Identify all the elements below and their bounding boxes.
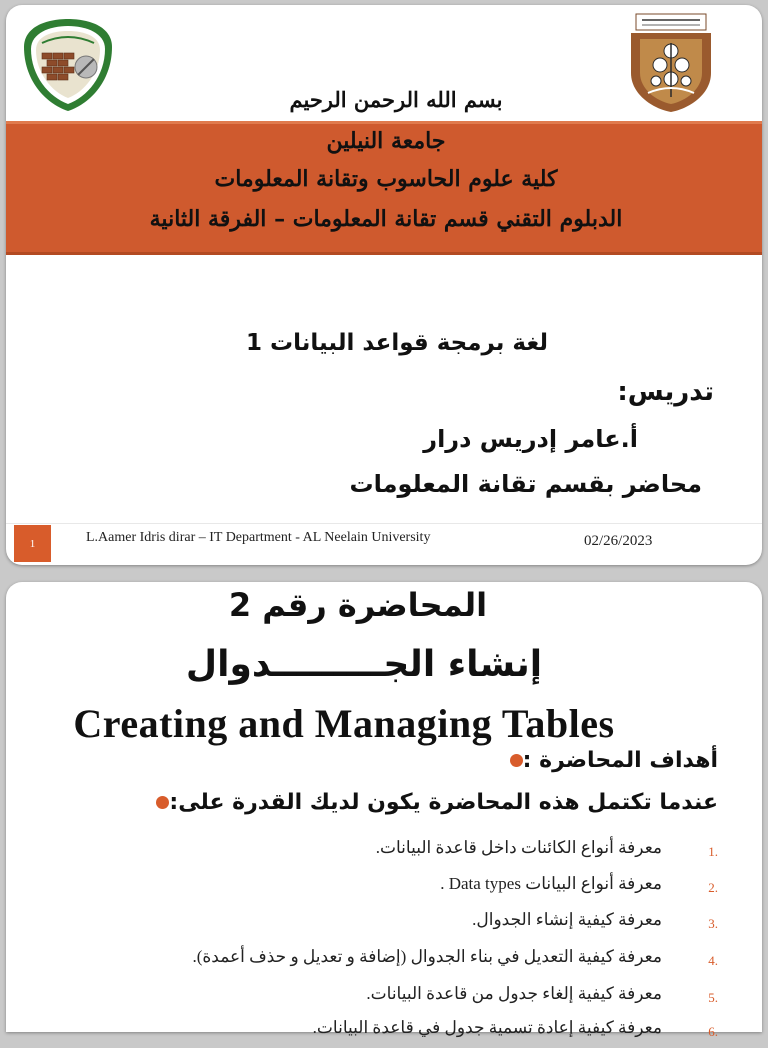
objective-number: 5. — [708, 990, 718, 1005]
bismillah-heading: بسم الله الرحمن الرحيم — [289, 87, 503, 112]
bullet-item — [506, 748, 718, 773]
al-neelain-university-logo — [628, 13, 714, 113]
lecture-title-arabic: إنشاء الجـــــــــدوال — [185, 644, 543, 685]
teacher-position: محاضر بقسم تقانة المعلومات — [349, 470, 702, 498]
objective-text: معرفة كيفية إعادة تسمية جدول في قاعدة البيانات. — [312, 1018, 662, 1037]
university-name: جامعة النيلين — [326, 128, 446, 154]
university-banner — [6, 121, 762, 255]
bullet-text: عندما تكتمل هذه المحاضرة يكون لديك القدرة على: — [169, 790, 718, 815]
objective-item — [38, 910, 718, 940]
objective-item — [38, 838, 718, 868]
objective-item — [38, 1018, 718, 1048]
objective-item — [38, 984, 718, 1014]
college-seal-logo — [20, 17, 116, 113]
objective-text: معرفة كيفية إنشاء الجدوال. — [472, 910, 662, 929]
objective-item — [38, 874, 718, 904]
bullet-icon — [510, 754, 523, 767]
objective-number: 6. — [708, 1024, 718, 1039]
lecture-slide — [6, 582, 762, 1039]
bullet-text: أهداف المحاضرة : — [522, 748, 718, 773]
teacher-name: أ.عامر إدريس درار — [423, 425, 638, 453]
course-title: لغة برمجة قواعد البيانات 1 — [246, 330, 548, 356]
objective-text: معرفة كيفية إلغاء جدول من قاعدة البيانات. — [366, 984, 662, 1003]
footer-text: L.Aamer Idris dirar – IT Department - AL Neelain University — [86, 530, 431, 545]
footer-date: 02/26/2023 — [584, 533, 653, 549]
objective-text: معرفة كيفية التعديل في بناء الجدوال (إضافة و تعديل و حذف أعمدة). — [192, 947, 662, 966]
objective-number: 2. — [708, 880, 718, 895]
slide-number-badge: 1 — [14, 525, 51, 562]
objective-item — [38, 947, 718, 977]
objective-number: 1. — [708, 844, 718, 859]
lecture-title-english: Creating and Managing Tables — [73, 701, 615, 746]
title-slide — [6, 5, 762, 565]
faculty-name: كلية علوم الحاسوب وتقانة المعلومات — [214, 166, 558, 192]
objective-text: معرفة أنواع الكائنات داخل قاعدة البيانات. — [375, 838, 662, 857]
bullet-item — [152, 790, 718, 815]
bullet-icon — [156, 796, 169, 809]
teaching-label: تدريس: — [617, 377, 714, 407]
footer-divider — [6, 523, 762, 524]
objective-number: 4. — [708, 953, 718, 968]
objective-text: معرفة أنواع البيانات Data types . — [440, 874, 662, 893]
objective-number: 3. — [708, 916, 718, 931]
program-name: الدبلوم التقني قسم تقانة المعلومات – الفرقة الثانية — [149, 206, 623, 232]
lecture-number-title: المحاضرة رقم 2 — [228, 586, 488, 624]
